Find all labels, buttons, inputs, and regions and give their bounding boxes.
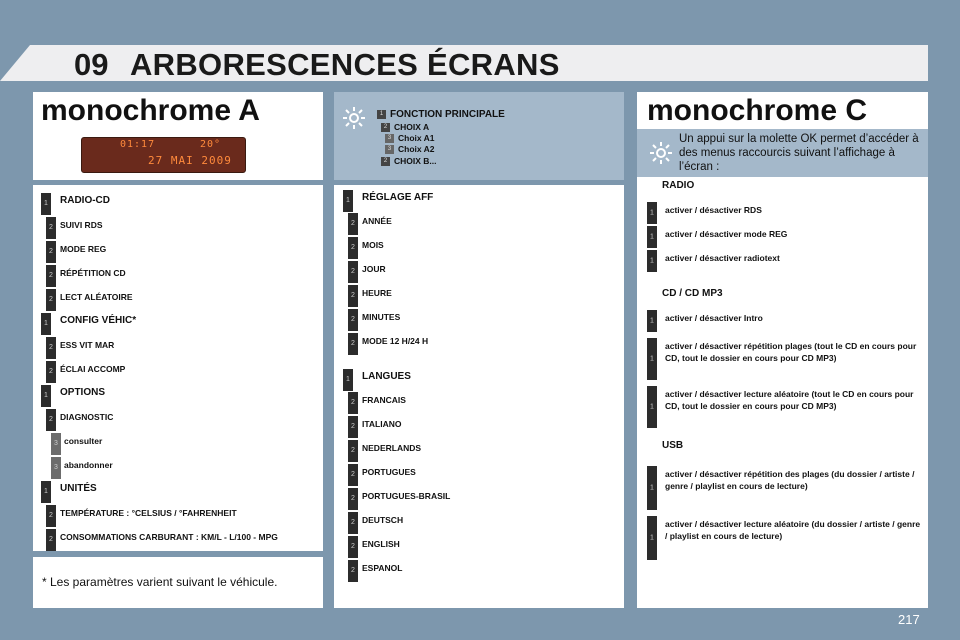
menu-label: OPTIONS [60,387,106,398]
level-badge: 1 [41,385,51,407]
level-badge: 2 [46,289,56,311]
menu-label: SUIVI RDS [60,220,103,230]
panel-c [637,92,928,608]
menu-row [33,337,323,359]
menu-label: ITALIANO [362,419,402,429]
legend-label: CHOIX A [394,122,430,132]
level-badge: 2 [348,488,358,510]
menu-label: MODE REG [60,244,107,254]
menu-row [334,213,624,235]
menu-label: ANNÉE [362,216,392,226]
level-badge: 1 [343,190,353,212]
footnote: * Les paramètres varient suivant le véhicule. [42,575,278,589]
menu-row [33,385,323,407]
level-badge: 1 [647,338,657,380]
menu-label: abandonner [64,460,113,470]
menu-label: PORTUGUES-BRASIL [362,491,451,501]
shortcut-label: activer / désactiver mode REG [665,229,788,239]
menu-row [334,261,624,283]
menu-label: RADIO-CD [60,195,110,206]
menu-row [334,440,624,462]
legend-label: FONCTION PRINCIPALE [390,109,505,120]
menu-row [33,481,323,503]
level-badge: 2 [348,237,358,259]
level-badge: 2 [46,217,56,239]
level-badge: 1 [647,386,657,428]
level-badge: 2 [381,157,390,166]
panel-a-list [33,185,323,551]
level-badge: 2 [348,536,358,558]
menu-label: RÉPÉTITION CD [60,268,126,278]
level-badge: 2 [381,123,390,132]
level-badge: 1 [41,193,51,215]
level-badge: 1 [647,310,657,332]
menu-row [334,285,624,307]
chapter-title: ARBORESCENCES ÉCRANS [130,47,560,82]
menu-row [33,217,323,239]
menu-label: ESPANOL [362,563,403,573]
menu-label: NEDERLANDS [362,443,422,453]
chapter-number: 09 [74,47,109,82]
lcd-time: 01:17 [120,139,156,150]
level-badge: 2 [348,213,358,235]
menu-label: RÉGLAGE AFF [362,192,434,203]
menu-row [334,512,624,534]
level-badge: 2 [348,309,358,331]
shortcut-label: activer / désactiver répétition des plages (du dossier / artiste / genre / playlist en cours de lecture) [665,469,915,491]
legend-label: CHOIX B... [394,156,437,166]
shortcut-label: activer / désactiver lecture aléatoire (du dossier / artiste / genre / playlist en cours de lecture) [665,519,921,541]
light-icon [649,141,673,165]
level-badge: 1 [647,250,657,272]
level-badge: 1 [377,110,386,119]
menu-row [334,536,624,558]
level-badge: 2 [348,464,358,486]
level-badge: 1 [647,516,657,560]
panel-b-list [334,185,624,608]
legend-panel [334,92,624,180]
menu-label: ENGLISH [362,539,400,549]
menu-row [33,313,323,335]
menu-row [33,457,323,479]
menu-label: FRANCAIS [362,395,406,405]
legend-label: Choix A1 [398,133,435,143]
shortcut-label: activer / désactiver lecture aléatoire (tout le CD en cours pour CD, tout le dossier en cours pour CD MP3) [665,389,914,411]
level-badge: 2 [46,361,56,383]
menu-row [334,488,624,510]
menu-label: consulter [64,436,103,446]
chapter-title-bar [30,45,928,81]
menu-row [334,392,624,414]
level-badge: 2 [348,261,358,283]
menu-label: TEMPÉRATURE : °CELSIUS / °FAHRENHEIT [60,508,237,518]
level-badge: 1 [41,313,51,335]
menu-label: ESS VIT MAR [60,340,115,350]
menu-row [334,333,624,355]
menu-row [334,464,624,486]
lcd-temp: 20° [200,139,222,150]
level-badge: 2 [348,512,358,534]
menu-row [334,190,624,212]
section-title: CD / CD MP3 [662,288,723,299]
level-badge: 1 [647,226,657,248]
menu-label: MINUTES [362,312,401,322]
level-badge: 2 [348,440,358,462]
lcd-display-image [81,137,246,173]
lcd-date: 27 MAI 2009 [148,154,232,167]
level-badge: 2 [348,392,358,414]
shortcut-label: activer / désactiver répétition plages (tout le CD en cours pour CD, tout le dossier en cours pour CD MP3) [665,341,917,363]
menu-label: UNITÉS [60,483,97,494]
menu-label: CONFIG VÉHIC* [60,315,137,326]
menu-label: LECT ALÉATOIRE [60,292,133,302]
level-badge: 2 [348,560,358,582]
level-badge: 3 [385,134,394,143]
section-title: RADIO [662,180,695,191]
level-badge: 1 [647,466,657,510]
level-badge: 2 [348,416,358,438]
light-icon [342,106,366,130]
menu-label: DEUTSCH [362,515,404,525]
section-title: USB [662,440,684,451]
menu-row [33,193,323,215]
menu-row [33,265,323,287]
menu-row [334,237,624,259]
level-badge: 3 [51,433,61,455]
menu-label: JOUR [362,264,386,274]
level-badge: 2 [348,333,358,355]
menu-row [33,409,323,431]
menu-row [334,309,624,331]
level-badge: 2 [46,241,56,263]
menu-row [33,361,323,383]
menu-label: PORTUGUES [362,467,416,477]
menu-row [334,560,624,582]
level-badge: 1 [343,369,353,391]
menu-row [33,529,323,551]
level-badge: 2 [46,409,56,431]
panel-c-intro-box [637,129,928,177]
menu-label: LANGUES [362,371,411,382]
panel-c-title: monochrome C [647,94,868,127]
menu-row [33,433,323,455]
shortcut-label: activer / désactiver radiotext [665,253,780,263]
legend-label: Choix A2 [398,144,435,154]
menu-label: DIAGNOSTIC [60,412,114,422]
level-badge: 2 [46,337,56,359]
level-badge: 2 [46,505,56,527]
level-badge: 3 [51,457,61,479]
panel-c-intro: Un appui sur la molette OK permet d’accéder à des menus raccourcis suivant l’affichage à l’écran : [679,133,919,173]
menu-label: CONSOMMATIONS CARBURANT : KM/L - L/100 - MPG [60,532,278,542]
menu-row [33,289,323,311]
menu-label: HEURE [362,288,392,298]
page-number: 217 [898,612,920,627]
level-badge: 3 [385,145,394,154]
shortcut-label: activer / désactiver Intro [665,313,763,323]
menu-row [33,505,323,527]
level-badge: 2 [348,285,358,307]
panel-a-title: monochrome A [41,94,260,127]
level-badge: 1 [41,481,51,503]
menu-row [334,416,624,438]
menu-label: MODE 12 H/24 H [362,336,429,346]
menu-label: MOIS [362,240,384,250]
menu-row [334,369,624,391]
level-badge: 2 [46,265,56,287]
level-badge: 1 [647,202,657,224]
shortcut-label: activer / désactiver RDS [665,205,762,215]
menu-label: ÉCLAI ACCOMP [60,364,126,374]
menu-row [33,241,323,263]
level-badge: 2 [46,529,56,551]
